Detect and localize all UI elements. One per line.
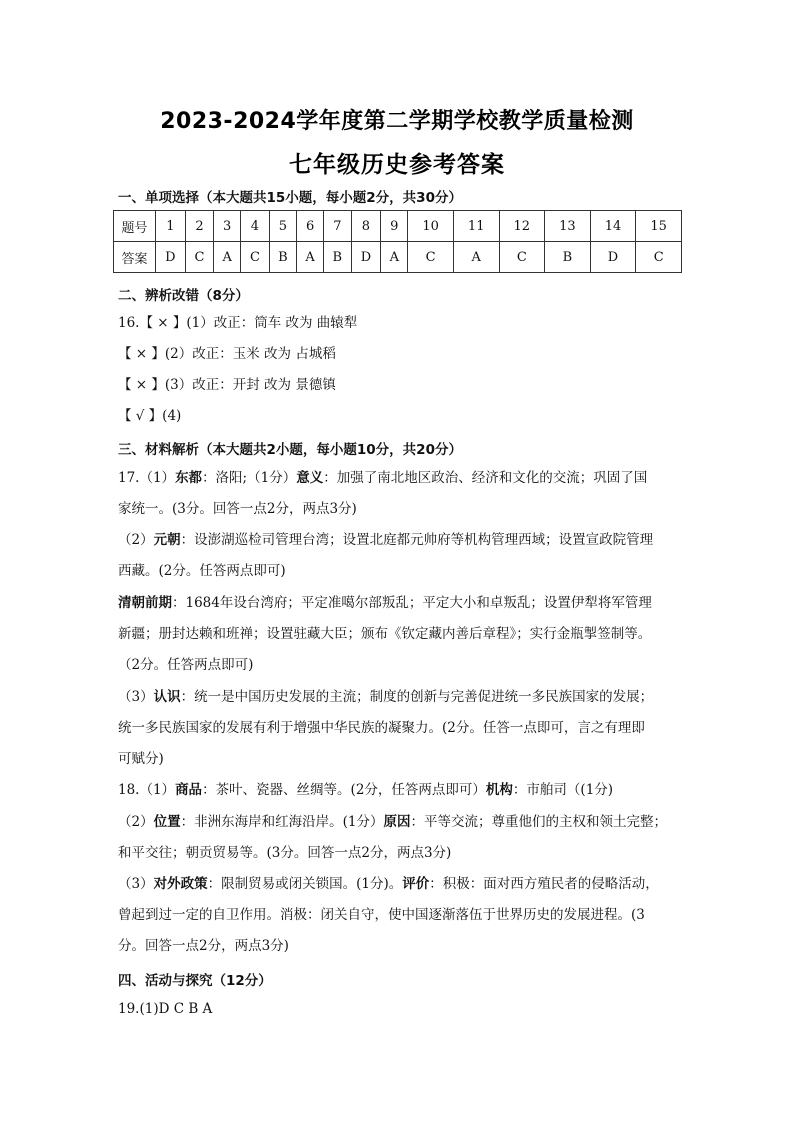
keyword-label: 位置 (153, 814, 181, 830)
answer-cell: C (499, 242, 545, 273)
answer-text: ：加强了南北地区政治、经济和文化的交流；巩固了国 (323, 470, 648, 486)
q17-part1-line1 (118, 470, 647, 487)
answer-text: ：非洲东海岸和红海沿岸。(1分） (180, 814, 384, 830)
answer-cell: C (636, 242, 682, 273)
q17-qing-line1 (118, 595, 652, 612)
q16-item-1: 16.【 × 】(1）改正：筒车 改为 曲辕犁 (118, 315, 358, 331)
question-number: 6 (297, 211, 324, 242)
answer-text: ：限制贸易或闭关锁国。(1分)。 (207, 876, 403, 892)
question-number: 14 (590, 211, 636, 242)
keyword-label: 元朝 (153, 532, 181, 548)
question-number: 9 (381, 211, 408, 242)
keyword-label: 认识 (153, 689, 181, 705)
answer-cell: C (185, 242, 213, 273)
q18-part1-line1 (118, 782, 613, 799)
answer-row (114, 242, 682, 273)
section-2-heading: 二、辨析改错（8分） (118, 288, 249, 304)
answer-text: ：市舶司（(1分) (512, 782, 614, 798)
question-number: 12 (499, 211, 545, 242)
keyword-label: 对外政策 (153, 876, 208, 892)
answer-cell: A (381, 242, 408, 273)
q16-item-3: 【 × 】(3）改正：开封 改为 景德镇 (118, 377, 336, 393)
answer-text: ：茶叶、瓷器、丝绸等。(2分，任答两点即可） (202, 782, 486, 798)
q18-part3-line3: 分。回答一点2分，两点3分) (118, 938, 289, 954)
question-number: 15 (636, 211, 682, 242)
question-number-row (114, 211, 682, 242)
exam-title: 2023-2024学年度第二学期学校教学质量检测 (160, 109, 634, 134)
answer-text: ：平等交流；尊重他们的主权和领土完整； (410, 814, 667, 830)
section-4-heading: 四、活动与探究（12分） (118, 973, 272, 989)
question-number: 2 (185, 211, 213, 242)
answer-cell: A (214, 242, 241, 273)
section-1-heading: 一、单项选择（本大题共15小题，每小题2分，共30分） (118, 190, 462, 206)
question-number: 10 (408, 211, 454, 242)
q18-number: 18.（1） (118, 782, 176, 798)
question-number: 3 (214, 211, 241, 242)
answer-text: ：1684年设台湾府；平定准噶尔部叛乱；平定大小和卓叛乱；设置伊犁将军管理 (172, 595, 652, 611)
answer-cell: B (324, 242, 351, 273)
part-number: （2） (118, 532, 154, 548)
keyword-label: 东都 (175, 470, 203, 486)
keyword-label: 原因 (383, 814, 411, 830)
keyword-label: 清朝前期 (118, 595, 172, 611)
answer-text: ：洛阳;（1分） (202, 470, 297, 486)
q17-part3-line2: 统一多民族国家的发展有利于增强中华民族的凝聚力。(2分。任答一点即可，言之有理即 (118, 720, 645, 736)
keyword-label: 评价 (402, 876, 430, 892)
q17-part2-line1 (118, 532, 653, 549)
question-number: 7 (324, 211, 351, 242)
q17-part3-line3: 可赋分) (118, 751, 164, 767)
question-number: 5 (269, 211, 296, 242)
answer-table (113, 210, 682, 273)
answer-cell: A (297, 242, 324, 273)
row-label: 题号 (114, 211, 156, 242)
q17-part1-line2: 家统一。(3分。回答一点2分，两点3分) (118, 501, 357, 517)
q17-qing-line3: （2分。任答两点即可) (118, 657, 254, 673)
answer-text: ：设澎湖巡检司管理台湾；设置北庭都元帅府等机构管理西域；设置宣政院管理 (180, 532, 654, 548)
q18-part3-line1 (118, 876, 659, 893)
exam-subtitle: 七年级历史参考答案 (289, 152, 505, 178)
answer-text: ：统一是中国历史发展的主流；制度的创新与完善促进统一多民族国家的发展； (180, 689, 654, 705)
question-number: 13 (545, 211, 591, 242)
section-3-heading: 三、材料解析（本大题共2小题，每小题10分，共20分） (118, 442, 462, 458)
answer-cell: C (241, 242, 269, 273)
q18-part2-line1 (118, 814, 667, 831)
q18-part3-line2: 曾起到过一定的自卫作用。消极：闭关自守，使中国逐渐落伍于世界历史的发展进程。(3 (118, 907, 645, 923)
question-number: 4 (241, 211, 269, 242)
answer-cell: D (351, 242, 381, 273)
question-number: 8 (351, 211, 381, 242)
answer-cell: D (156, 242, 186, 273)
part-number: （2） (118, 814, 154, 830)
keyword-label: 商品 (175, 782, 203, 798)
question-number: 1 (156, 211, 186, 242)
q16-item-4: 【 √ 】(4) (118, 408, 182, 424)
keyword-label: 机构 (485, 782, 513, 798)
answer-cell: C (408, 242, 454, 273)
q16-item-2: 【 × 】(2）改正：玉米 改为 占城稻 (118, 346, 336, 362)
q18-part2-line2: 和平交往；朝贡贸易等。(3分。回答一点2分，两点3分) (118, 845, 452, 861)
answer-text: ：积极：面对西方殖民者的侵略活动， (429, 876, 659, 892)
q17-number: 17.（1） (118, 470, 176, 486)
answer-cell: A (453, 242, 499, 273)
keyword-label: 意义 (296, 470, 324, 486)
answer-cell: B (545, 242, 591, 273)
q19-answer: 19.(1)D C B A (118, 1001, 213, 1017)
answer-cell: D (590, 242, 636, 273)
part-number: （3） (118, 876, 154, 892)
q17-part2-line2: 西藏。(2分。任答两点即可) (118, 563, 286, 579)
part-number: （3） (118, 689, 154, 705)
question-number: 11 (453, 211, 499, 242)
answer-cell: B (269, 242, 296, 273)
row-label: 答案 (114, 242, 156, 273)
q17-qing-line2: 新疆；册封达赖和班禅；设置驻藏大臣；颁布《钦定藏内善后章程》；实行金瓶掣签制等。 (118, 626, 652, 642)
q17-part3-line1 (118, 689, 653, 706)
